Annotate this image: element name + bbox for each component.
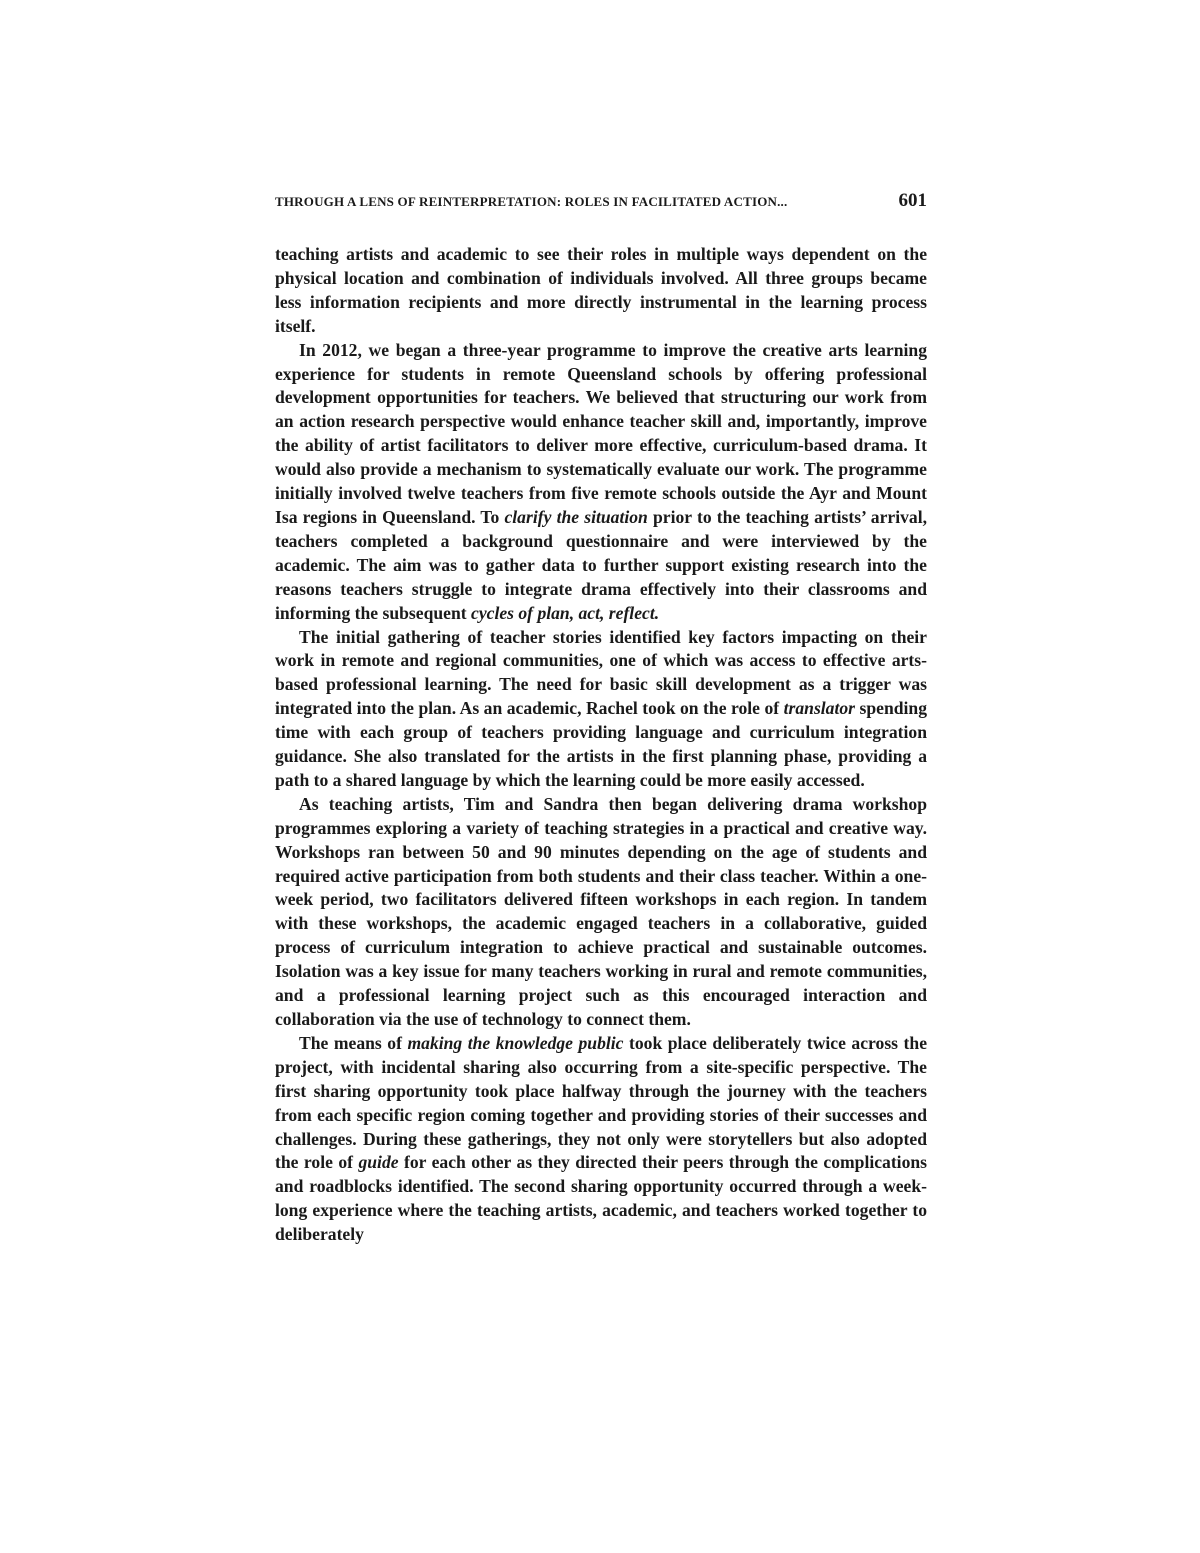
paragraph: [275, 626, 927, 793]
text-run: The initial gathering of teacher stories identified key factors impacting on their work in remote and regional communities, one of which was access to effective arts-based professional learning. The need for basic skill development as a trigger was integrated into the plan. As an academic, Rachel took on the role of: [275, 626, 927, 719]
italic-term: guide: [358, 1152, 399, 1173]
paragraph: [275, 793, 927, 1032]
paragraph: [275, 339, 927, 626]
text-run: In 2012, we began a three-year programme to improve the creative arts learning experience for students in remote Queensland schools by offering professional development opportunities for teachers. We believed that structuring our work from an action research perspective would enhance teacher skill and, importantly, improve the ability of artist facilitators to deliver more effective, curriculum-based drama. It would also provide a mechanism to systematically evaluate our work. The programme initially involved twelve teachers from five remote schools outside the Ayr and Mount Isa regions in Queensland. To: [275, 339, 927, 527]
italic-term: cycles of plan, act, reflect.: [471, 602, 660, 623]
paragraph: [275, 243, 927, 339]
text-run: teaching artists and academic to see their roles in multiple ways dependent on the physical location and combination of individuals involved. All three groups became less information recipients and more directly instrumental in the learning process itself.: [275, 244, 927, 336]
text-run: As teaching artists, Tim and Sandra then began delivering drama workshop programmes exploring a variety of teaching strategies in a practical and creative way. Workshops ran between 50 and 90 minutes depending on the age of students and required active participation from both students and their class teacher. Within a one-week period, two facilitators delivered fifteen workshops in each region. In tandem with these workshops, the academic engaged teachers in a collaborative, guided process of curriculum integration to achieve practical and sustainable outcomes. Isolation was a key issue for many teachers working in rural and remote communities, and a professional learning project such as this encouraged interaction and collaboration via the use of technology to connect them.: [275, 793, 927, 1029]
running-head: [275, 190, 927, 212]
italic-term: translator: [783, 698, 856, 719]
body-text: [275, 243, 927, 1247]
italic-term: making the knowledge public: [407, 1032, 624, 1053]
paragraph: [275, 1032, 927, 1247]
italic-term: clarify the situation: [504, 506, 648, 527]
text-run: prior to the teaching artists’ arrival, teachers completed a background questionnaire and were interviewed by the academic. The aim was to gather data to further support existing research into the reasons teachers struggle to integrate drama effectively into their classrooms and informing the subsequent: [275, 506, 927, 623]
text-run: The means of: [299, 1032, 408, 1053]
text-run: for each other as they directed their peers through the complications and roadblocks identified. The second sharing opportunity occurred through a week-long experience where the teaching artists, academic, and teachers worked together to deliberately: [275, 1152, 928, 1245]
text-run: spending time with each group of teachers providing language and curriculum integration guidance. She also translated for the artists in the first planning phase, providing a path to a shared language by which the learning could be more easily accessed.: [275, 698, 927, 790]
page-number: 601: [898, 190, 927, 211]
running-title: THROUGH A LENS OF REINTERPRETATION: ROLES IN FACILITATED ACTION...: [275, 194, 788, 209]
text-run: took place deliberately twice across the project, with incidental sharing also occurring from a site-specific perspective. The first sharing opportunity took place halfway through the journey with the teachers from each specific region coming together and providing stories of their successes and challenges. During these gatherings, they not only were storytellers but also adopted the role of: [275, 1032, 927, 1173]
